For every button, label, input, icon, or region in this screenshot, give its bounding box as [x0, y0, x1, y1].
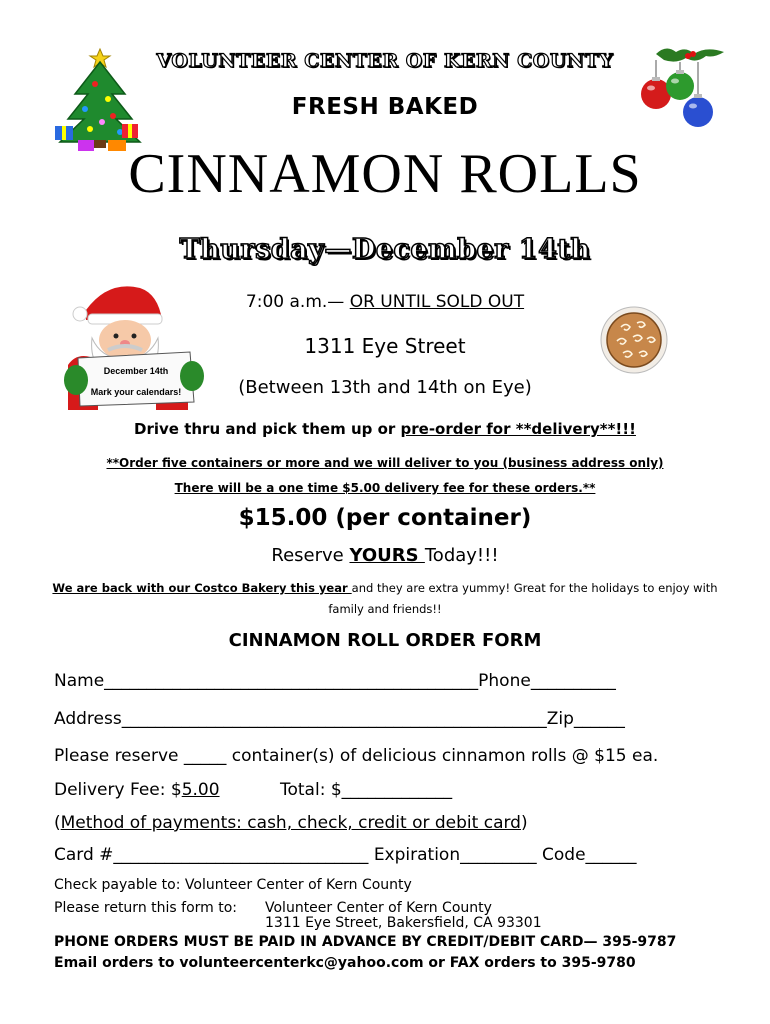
payment-methods-text: Method of payments: cash, check, credit or debit card [60, 813, 521, 833]
costco-rest: and they are extra yummy! Great for the holidays to enjoy with family and friends!! [328, 581, 718, 616]
page-title: CINNAMON ROLLS [128, 143, 642, 205]
costco-note [40, 578, 730, 620]
price: $15.00 (per container) [238, 505, 532, 531]
delivery-fee [54, 780, 220, 800]
santa-sign-line1: December 14th [103, 366, 169, 376]
card-field[interactable]: Card #______________________________ Expiration_________ Code______ [54, 845, 637, 865]
delivery-note-2: There will be a one time $5.00 delivery fee for these orders.** [174, 481, 596, 495]
address-zip-field[interactable]: Address__________________________________________________Zip______ [54, 709, 625, 729]
name-phone-field[interactable]: Name____________________________________________Phone__________ [54, 671, 616, 691]
drive-thru-note [0, 420, 770, 438]
return-name: Volunteer Center of Kern County [265, 900, 492, 916]
fresh-baked-label: FRESH BAKED [291, 94, 479, 120]
check-payable: Check payable to: Volunteer Center of Kern County [54, 877, 412, 893]
costco-bold: We are back with our Costco Bakery this year [52, 581, 352, 595]
event-time [0, 292, 770, 312]
reserve-yours: YOURS [349, 545, 425, 566]
email-orders-note: Email orders to volunteercenterkc@yahoo.com or FAX orders to 395-9780 [54, 955, 636, 971]
drive-link: pre-order for **delivery**!!! [400, 420, 636, 438]
santa-sign-line2: Mark your calendars! [90, 387, 182, 397]
delivery-note-1: **Order five containers or more and we will deliver to you (business address only) [106, 456, 664, 470]
event-address: 1311 Eye Street [304, 334, 466, 358]
return-label: Please return this form to: [54, 900, 237, 916]
time-prefix: 7:00 a.m.— [245, 292, 350, 312]
delivery-fee-label: Delivery Fee: $ [54, 780, 182, 800]
time-suffix: OR UNTIL SOLD OUT [349, 292, 525, 312]
reserve-suffix: Today!!! [424, 545, 499, 566]
event-date: Thursday—December 14th [179, 234, 591, 265]
org-name: VOLUNTEER CENTER OF KERN COUNTY [156, 50, 614, 72]
delivery-fee-value: 5.00 [181, 780, 220, 800]
reserve-line [0, 545, 770, 566]
drive-prefix: Drive thru and pick them up or [134, 420, 401, 438]
reserve-prefix: Reserve [271, 545, 350, 566]
reserve-quantity-field[interactable]: Please reserve _____ container(s) of delicious cinnamon rolls @ $15 ea. [54, 746, 659, 766]
total-field[interactable]: Total: $_____________ [280, 780, 453, 800]
phone-orders-note: PHONE ORDERS MUST BE PAID IN ADVANCE BY CREDIT/DEBIT CARD— 395-9787 [54, 934, 677, 950]
order-form-title: CINNAMON ROLL ORDER FORM [228, 630, 542, 651]
return-address: 1311 Eye Street, Bakersfield, CA 93301 [265, 915, 542, 931]
event-cross-streets: (Between 13th and 14th on Eye) [238, 377, 532, 398]
payment-methods: (Method of payments: cash, check, credit or debit card) [54, 813, 528, 833]
